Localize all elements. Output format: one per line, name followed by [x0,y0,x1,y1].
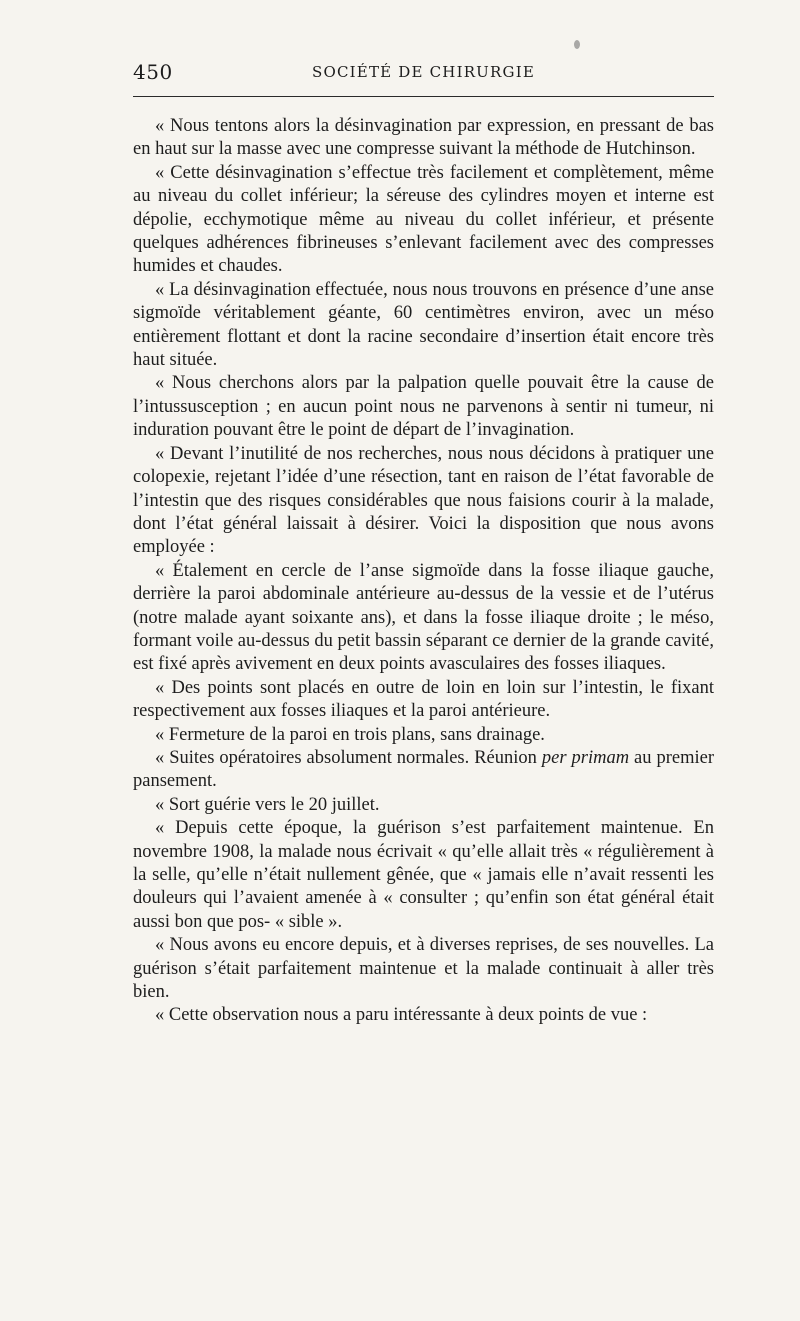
paragraph-palpation: « Nous cherchons alors par la palpation quelle pouvait être la cause de l’intussusception ; en aucun point nous ne parvenons à sentir ni tumeur, ni induration pouvant être le point de départ de l’invagination. [133,373,714,441]
paragraph-suites-operatoires [133,747,714,794]
paragraph-desinvagination: « Nous tentons alors la désinvagination par expression, en pressant de bas en haut sur la masse avec une compresse suivant la méthode de Hutchinson. [133,116,714,160]
header-rule [133,96,714,97]
paragraph-sort-guerie: « Sort guérie vers le 20 juillet. [155,794,380,815]
paragraph-anse-sigmoide: « La désinvagination effectuée, nous nous trouvons en présence d’une anse sigmoïde véritablement géante, 60 centimètres environ, avec un méso entièrement flottant et dont la racine secondaire d’insertion était encore très haut située. [133,279,714,371]
paragraph-colopexie: « Devant l’inutilité de nos recherches, nous nous décidons à pratiquer une colopexie, rejetant l’idée d’une résection, tant en raison de l’état favorable de l’intestin que des risques considérables que nous faisions courir à la malade, dont l’état général laissait à désirer. Voici la disposition que nous avons employée : [133,443,714,558]
paragraph-points: « Des points sont placés en outre de loin en loin sur l’intestin, le fixant respectivement aux fosses iliaques et la paroi antérieure. [133,677,714,722]
page-header [133,58,714,90]
ink-spot [574,40,580,49]
body-text [133,115,714,1028]
paragraph-fermeture: « Fermeture de la paroi en trois plans, sans drainage. [155,724,545,745]
reunion-text-after: au premier pansement. [133,747,714,792]
paragraph-guerison: « Depuis cette époque, la guérison s’est parfaitement maintenue. En novembre 1908, la malade nous écrivait « qu’elle allait très « régulièrement à la selle, qu’elle n’était nullement gênée, que « jamais elle n’avait ressenti les douleurs qui l’avaient amenée à « consulter ; qu’enfin son état général était aussi bon que pos- « sible ». [133,818,714,932]
reunion-text-before: « Suites opératoires absolument normales. Réunion [155,747,542,768]
paragraph-nouvelles: « Nous avons eu encore depuis, et à diverses reprises, de ses nouvelles. La guérison s’était parfaitement maintenue et la malade continuait à aller très bien. [133,935,714,1003]
paragraph-desinvagination-effect: « Cette désinvagination s’effectue très facilement et complètement, même au niveau du collet inférieur; la séreuse des cylindres moyen et interne est dépolie, ecchymotique même au niveau du collet inférieur, et présente quelques adhérences fibrineuses s’enlevant facilement avec des compresses humides et chaudes. [133,162,714,277]
paragraph-observation: « Cette observation nous a paru intéressante à deux points de vue : [155,1005,648,1026]
paragraph-etalement: « Étalement en cercle de l’anse sigmoïde dans la fosse iliaque gauche, derrière la paroi abdominale antérieure au-dessus de la vessie et de l’utérus (notre malade ayant soixante ans), et dans la fosse iliaque droite ; le méso, formant voile au-dessus du petit bassin séparant ce dernier de la grande cavité, est fixé après avivement en deux points avasculaires des fosses iliaques. [133,560,714,675]
running-title: SOCIÉTÉ DE CHIRURGIE [312,63,535,81]
page-number: 450 [133,60,173,84]
per-primam-italic: per primam [541,747,630,768]
